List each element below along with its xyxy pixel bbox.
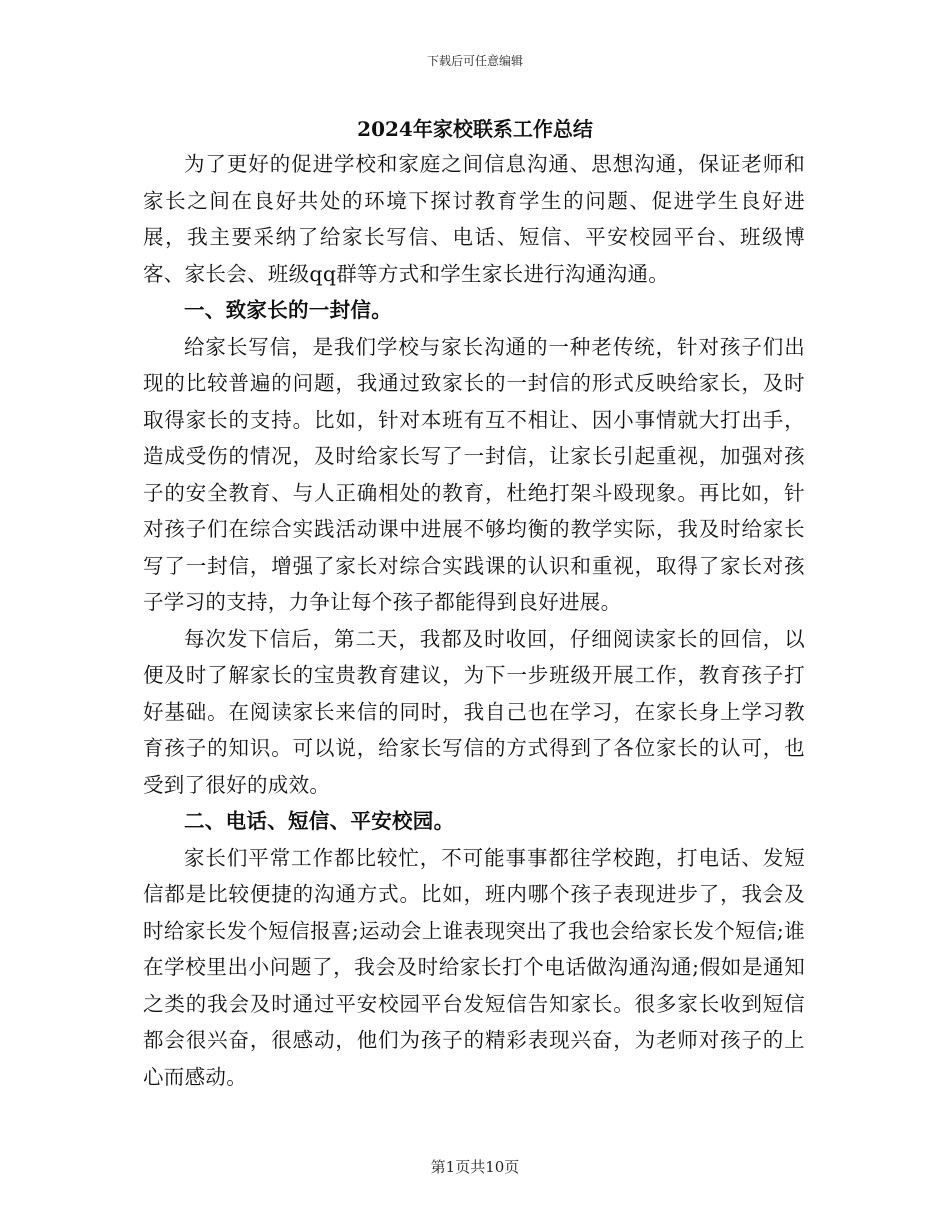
section-heading-letter: 一、致家长的一封信。: [184, 298, 392, 322]
phone-paragraph: 家长们平常工作都比较忙，不可能事事都往学校跑，打电话、发短信都是比较便捷的沟通方式。比如，班内哪个孩子表现进步了，我会及时给家长发个短信报喜;运动会上谁表现突出了我也会给家长发个短信;谁在学校里出小问题了，我会及时给家长打个电话做沟通沟通;假如是通知之类的我会及时通过平安校园平台发短信告知家长。很多家长收到短信都会很兴奋，很感动，他们为孩子的精彩表现兴奋，为老师对孩子的上心而感动。: [143, 845, 805, 1089]
section-heading-phone: 二、电话、短信、平安校园。: [184, 809, 455, 833]
letter-followup-paragraph: 每次发下信后，第二天，我都及时收回，仔细阅读家长的回信，以便及时了解家长的宝贵教育建议，为下一步班级开展工作，教育孩子打好基础。在阅读家长来信的同时，我自己也在学习，在家长身上学习教育孩子的知识。可以说，给家长写信的方式得到了各位家长的认可，也受到了很好的成效。: [143, 626, 805, 797]
page-footer: 第1页共10页: [430, 1158, 520, 1176]
document-body: [143, 146, 805, 1095]
document-title: 2024年家校联系工作总结: [357, 117, 593, 141]
intro-paragraph: 为了更好的促进学校和家庭之间信息沟通、思想沟通，保证老师和家长之间在良好共处的环境下探讨教育学生的问题、促进学生良好进展，我主要采纳了给家长写信、电话、短信、平安校园平台、班级博客、家长会、班级qq群等方式和学生家长进行沟通沟通。: [143, 152, 805, 286]
page-header: 下载后可任意编辑: [426, 54, 523, 68]
letter-paragraph: 给家长写信，是我们学校与家长沟通的一种老传统，针对孩子们出现的比较普遍的问题，我通过致家长的一封信的形式反映给家长，及时取得家长的支持。比如，针对本班有互不相让、因小事情就大打出手，造成受伤的情况，及时给家长写了一封信，让家长引起重视，加强对孩子的安全教育、与人正确相处的教育，杜绝打架斗殴现象。再比如，针对孩子们在综合实践活动课中进展不够均衡的教学实际，我及时给家长写了一封信，增强了家长对综合实践课的认识和重视，取得了家长对孩子学习的支持，力争让每个孩子都能得到良好进展。: [143, 334, 805, 614]
